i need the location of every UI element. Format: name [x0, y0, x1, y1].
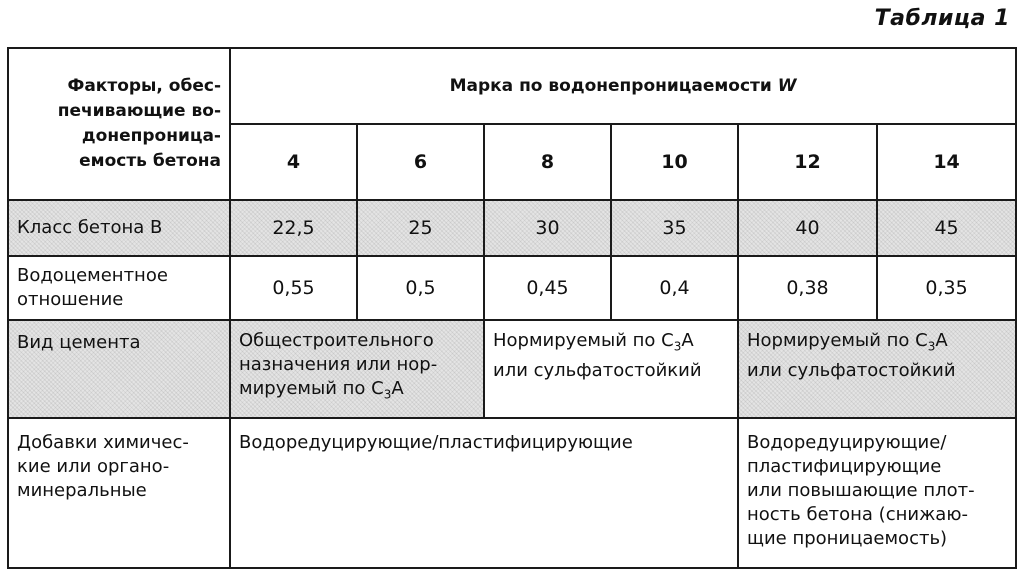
- value-cell: 22,5: [230, 200, 357, 256]
- grade-cell: 6: [357, 124, 484, 200]
- brand-header-cell: [230, 48, 1016, 124]
- row-label: Класс бетона В: [8, 200, 230, 256]
- grade-cell: 8: [484, 124, 611, 200]
- value-cell: 0,45: [484, 256, 611, 320]
- value-cell: 0,35: [877, 256, 1016, 320]
- row-label: [8, 418, 230, 568]
- table-caption: Таблица 1: [874, 6, 1010, 31]
- row-label: [8, 256, 230, 320]
- row-label-line: Добавки химичес-: [17, 432, 189, 453]
- additives-line: ность бетона (снижаю-: [747, 504, 968, 525]
- value-cell: 30: [484, 200, 611, 256]
- brand-title: Марка по водонепроницаемости: [449, 76, 772, 96]
- brand-symbol: W: [777, 76, 797, 96]
- cement-line: Общестроительного: [239, 330, 434, 351]
- header-row-title: [8, 48, 1016, 124]
- waterproofing-table: [7, 47, 1017, 569]
- grade-cell: 4: [230, 124, 357, 200]
- factors-header-line: Факторы, обес-: [67, 76, 221, 96]
- cement-line: или сульфатостойкий: [747, 359, 956, 381]
- grade-cell: 12: [738, 124, 877, 200]
- grade-cell: 10: [611, 124, 738, 200]
- value-cell: 0,38: [738, 256, 877, 320]
- row-cement-type: [8, 320, 1016, 418]
- factors-header-line: печивающие во-: [57, 101, 221, 121]
- additives-cell-low: [230, 418, 738, 568]
- additives-line: или повышающие плот-: [747, 480, 975, 501]
- cement-line: или сульфатостойкий: [493, 359, 702, 381]
- additives-line: пластифицирующие: [747, 456, 942, 477]
- grade-cell: 14: [877, 124, 1016, 200]
- factors-header-line: емость бетона: [79, 151, 221, 171]
- cement-line: Нормируемый по $С_3А$: [747, 330, 948, 354]
- row-label-line: кие или органо-: [17, 456, 170, 477]
- value-cell: 0,55: [230, 256, 357, 320]
- row-label-line: минеральные: [17, 480, 147, 501]
- value-cell: 25: [357, 200, 484, 256]
- cement-line: Нормируемый по $С_3А$: [493, 330, 694, 354]
- cement-cell-normalized-high: [738, 320, 1016, 418]
- additives-line: Водоредуцирующие/: [747, 432, 947, 453]
- cement-line: назначения или нор-: [239, 354, 438, 375]
- row-water-cement: [8, 256, 1016, 320]
- value-cell: 0,4: [611, 256, 738, 320]
- factors-header-cell: [8, 48, 230, 200]
- row-additives: [8, 418, 1016, 568]
- additives-line: Водоредуцирующие/пластифицирующие: [239, 432, 633, 453]
- value-cell: 35: [611, 200, 738, 256]
- row-label: Вид цемента: [8, 320, 230, 418]
- cement-line: мируемый по $С_3А$: [239, 378, 404, 402]
- value-cell: 40: [738, 200, 877, 256]
- value-cell: 45: [877, 200, 1016, 256]
- row-label-line: Водоцементное: [17, 265, 168, 286]
- row-concrete-class: [8, 200, 1016, 256]
- factors-header-line: донепроница-: [81, 126, 221, 146]
- cement-cell-normalized: [484, 320, 738, 418]
- value-cell: 0,5: [357, 256, 484, 320]
- additives-line: щие проницаемость): [747, 528, 948, 549]
- additives-cell-high: [738, 418, 1016, 568]
- row-label-line: отношение: [17, 289, 124, 310]
- cement-cell-general: [230, 320, 484, 418]
